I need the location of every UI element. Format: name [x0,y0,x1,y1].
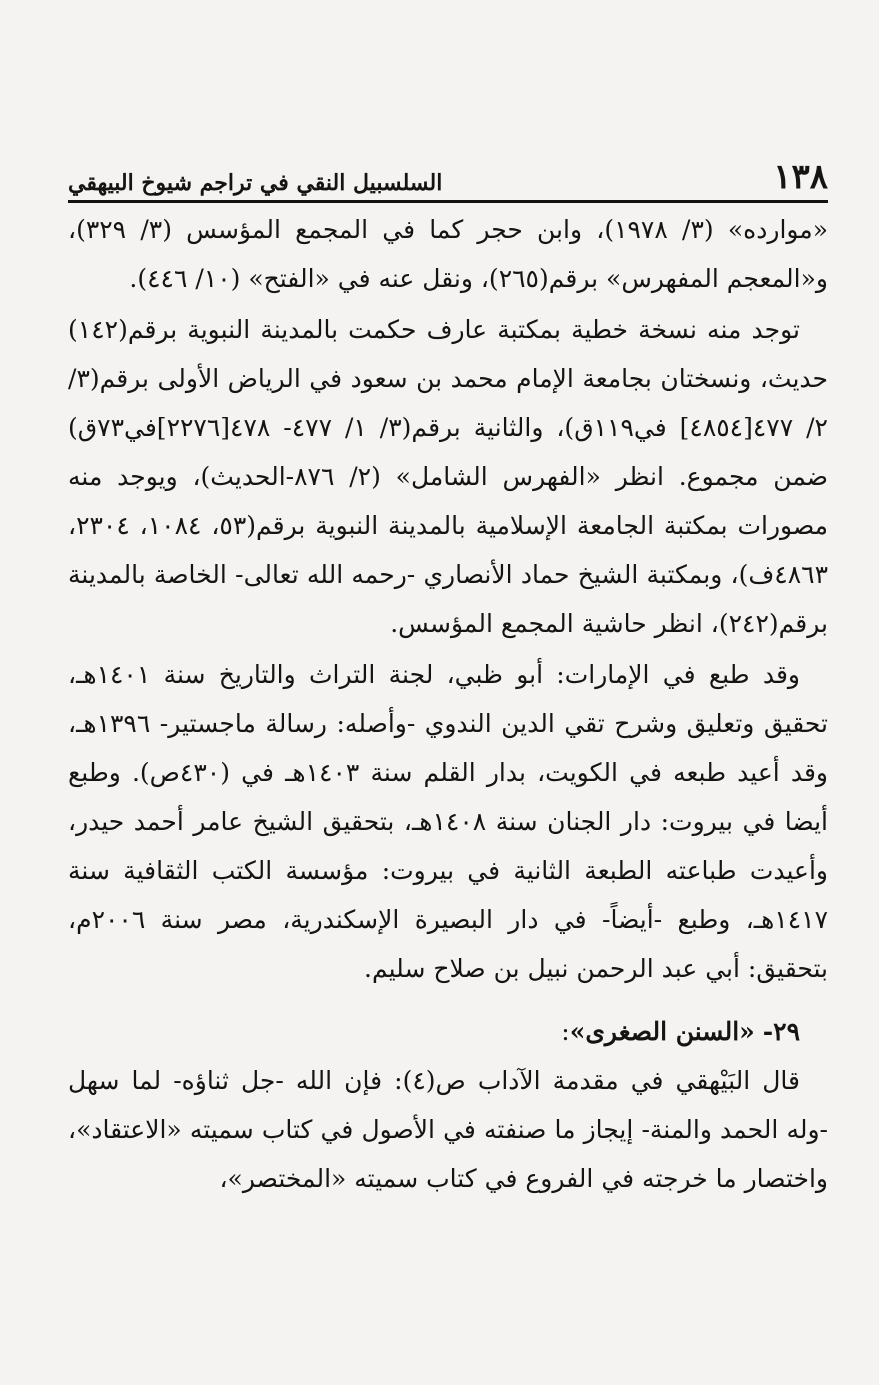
running-title: السلسبيل النقي في تراجم شيوخ البيهقي [68,170,443,196]
section-number: ٢٩- [762,1017,800,1046]
paragraph-manuscripts: توجد منه نسخة خطية بمكتبة عارف حكمت بالمدينة النبوية برقم(١٤٢) حديث، ونسختان بجامعة الإمام محمد بن سعود في الرياض الأولى برقم(٣/ ٢/ ٤٧٧[٤٨٥٤] في١١٩ق)، والثانية برقم(٣/ ١/ ٤٧٧- ٤٧٨[٢٢٧٦]في٧٣ق) ضمن مجموع. انظر «الفهرس الشامل» (٢/ ٨٧٦-الحديث)، ويوجد منه مصورات بمكتبة الجامعة الإسلامية بالمدينة النبوية برقم(٥٣، ١٠٨٤، ٢٣٠٤، ٤٨٦٣ف)، وبمكتبة الشيخ حماد الأنصاري -رحمه الله تعالى- الخاصة بالمدينة برقم(٢٤٢)، انظر حاشية المجمع المؤسس. [68,315,829,638]
section-title: «السنن الصغرى» [569,1017,755,1046]
page-number: ١٣٨ [773,157,828,197]
page-header [68,148,828,203]
paragraph-bayhaqi-quote: قال البَيْهقي في مقدمة الآداب ص(٤): فإن الله -جل ثناؤه- لما سهل -وله الحمد والمنة- إيجاز ما صنفته في الأصول في كتاب سميته «الاعتقاد»، واختصار ما خرجته في الفروع في كتاب سميته «المختصر»، [68,1066,828,1193]
paragraph-sources: «موارده» (٣/ ١٩٧٨)، وابن حجر كما في المجمع المؤسس (٣/ ٣٢٩)، و«المعجم المفهرس» برقم(٢٦٥)، ونقل عنه في «الفتح» (١٠/ ٤٤٦). [68,215,828,293]
section-colon: : [561,1017,570,1046]
section-heading [68,1007,828,1056]
body-text [68,205,828,1203]
paragraph-editions: وقد طبع في الإمارات: أبو ظبي، لجنة التراث والتاريخ سنة ١٤٠١هـ، تحقيق وتعليق وشرح تقي الدين الندوي -وأصله: رسالة ماجستير- ١٣٩٦هـ، وقد أعيد طبعه في الكويت، بدار القلم سنة ١٤٠٣هـ في (٤٣٠ص). وطبع أيضا في بيروت: دار الجنان سنة ١٤٠٨هـ، بتحقيق الشيخ عامر أحمد حيدر، وأعيدت طباعته الطبعة الثانية في بيروت: مؤسسة الكتب الثقافية سنة ١٤١٧هـ، وطبع -أيضاً- في دار البصيرة الإسكندرية، مصر سنة ٢٠٠٦م، بتحقيق: أبي عبد الرحمن نبيل بن صلاح سليم. [68,660,829,983]
